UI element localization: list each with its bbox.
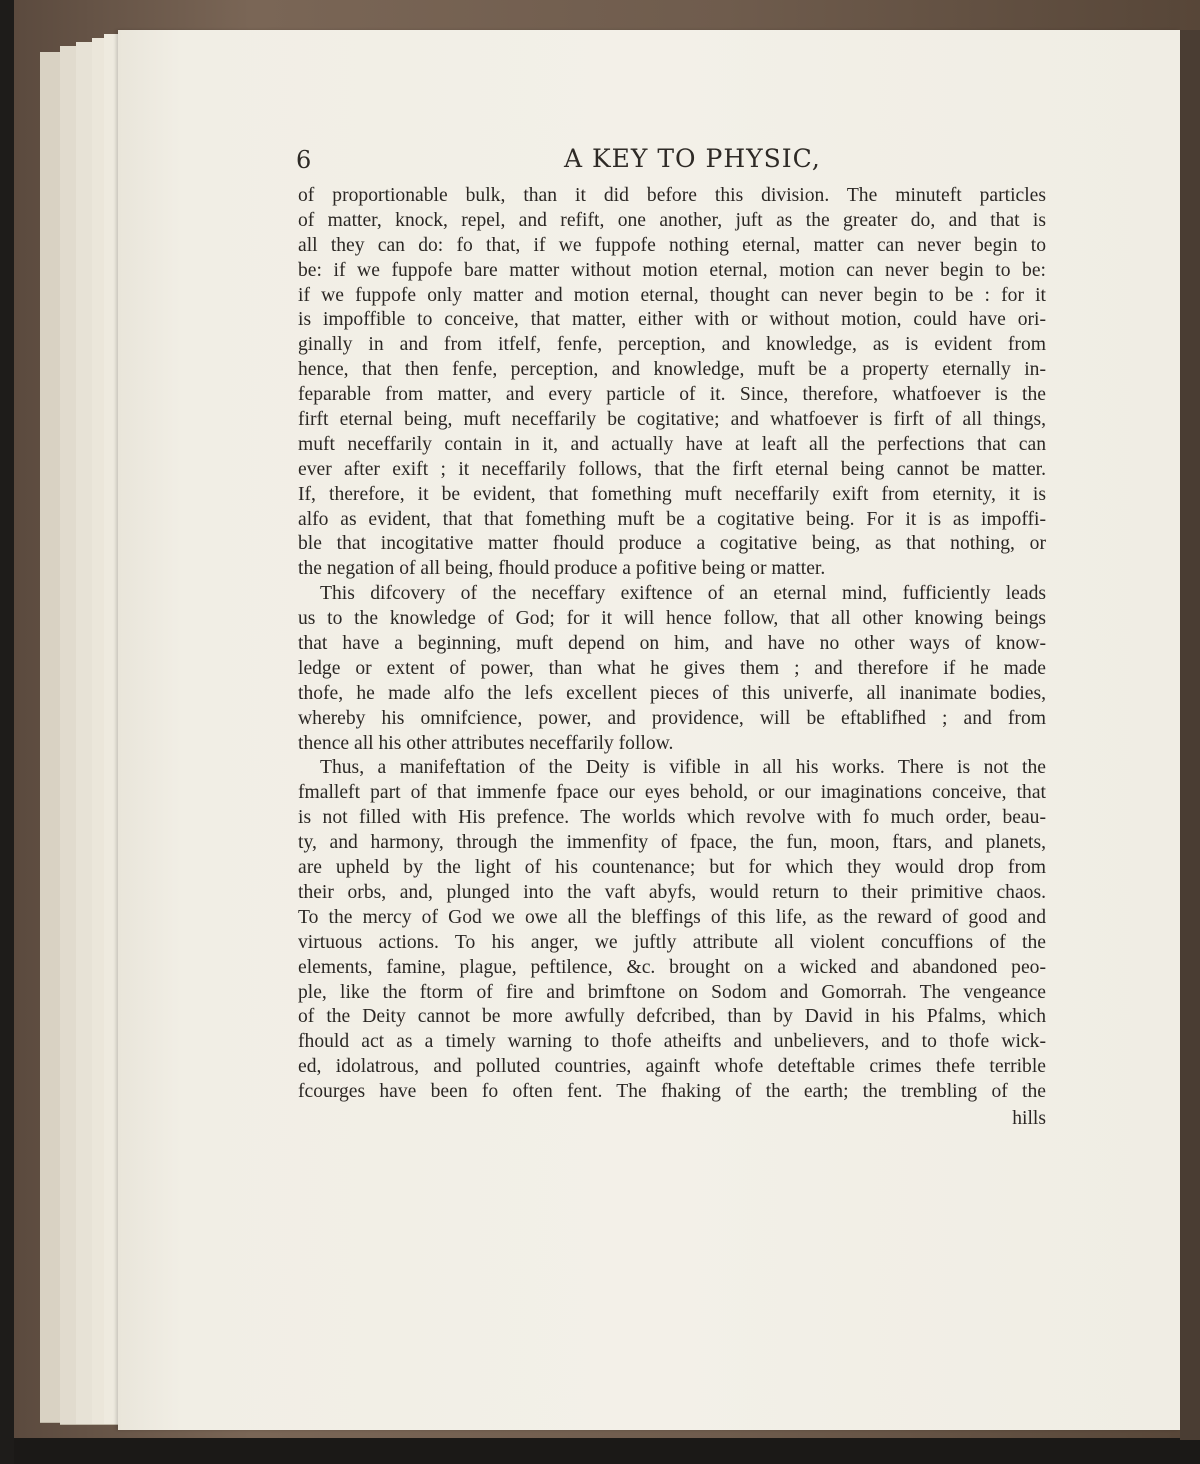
text-line: thence all his other attributes neceffarily follow. <box>298 732 674 754</box>
text-line: If, therefore, it be evident, that fomething muft neceffarily exift from eternity, it is <box>298 483 1046 505</box>
text-line: thofe, he made alfo the lefs excellent pieces of this univerfe, all inanimate bodies, <box>298 682 1046 704</box>
text-line: are upheld by the light of his countenance; but for which they would drop from <box>298 857 1046 879</box>
text-line: of proportionable bulk, than it did before this division. The minuteft particles <box>298 185 1046 206</box>
text-line: the negation of all being, fhould produce a pofitive being or matter. <box>298 558 826 580</box>
text-line: To the mercy of God we owe all the bleffings of this life, as the reward of good and <box>298 906 1046 928</box>
cover-shadow <box>14 1438 1200 1464</box>
catchword: hills <box>1012 1107 1046 1129</box>
body-text <box>298 184 1046 1132</box>
text-line: ever after exift ; it neceffarily follows, that the firft eternal being cannot be matter. <box>298 458 1046 480</box>
text-line: elements, famine, plague, peftilence, &c. brought on a wicked and abandoned peo- <box>298 956 1046 978</box>
text-line: hence, that then fenfe, perception, and knowledge, muft be a property eternally in- <box>298 359 1046 381</box>
text-line: Thus, a manifeftation of the Deity is vifible in all his works. There is not the <box>320 757 1046 779</box>
text-line: virtuous actions. To his anger, we juftly attribute all violent concuffions of the <box>298 931 1046 953</box>
text-line: fhould act as a timely warning to thofe atheifts and unbelievers, and to thofe wick- <box>298 1031 1046 1053</box>
text-line: ty, and harmony, through the immenfity of fpace, the fun, moon, ftars, and planets, <box>298 832 1046 854</box>
text-line: us to the knowledge of God; for it will hence follow, that all other knowing beings <box>298 608 1046 630</box>
text-line: fmalleft part of that immenfe fpace our eyes behold, or our imaginations conceive, that <box>298 782 1046 804</box>
cover-right-edge <box>1180 30 1200 1440</box>
text-line: This difcovery of the neceffary exiftence of an eternal mind, fufficiently leads <box>320 583 1046 605</box>
text-line: is impoffible to conceive, that matter, either with or without motion, could have ori- <box>298 309 1046 331</box>
text-line: muft neceffarily contain in it, and actually have at leaft all the perfections that can <box>298 433 1046 455</box>
running-head <box>296 140 1056 180</box>
text-line: feparable from matter, and every particle of it. Since, therefore, whatfoever is the <box>298 384 1046 406</box>
text-line: ed, idolatrous, and polluted countries, againft whofe deteftable crimes thefe terrible <box>298 1056 1046 1078</box>
running-title: A KEY TO PHYSIC, <box>564 144 821 173</box>
text-line: fcourges have been fo often fent. The fhaking of the earth; the trembling of the <box>298 1081 1046 1103</box>
text-line: ple, like the ftorm of fire and brimftone on Sodom and Gomorrah. The vengeance <box>298 981 1046 1003</box>
text-line: whereby his omnifcience, power, and providence, will be eftablifhed ; and from <box>298 707 1046 729</box>
text-line: ledge or extent of power, than what he gives them ; and therefore if he made <box>298 657 1046 679</box>
text-line: of the Deity cannot be more awfully defcribed, than by David in his Pfalms, which <box>298 1006 1046 1028</box>
text-line: alfo as evident, that that fomething muft be a cogitative being. For it is as impoffi- <box>298 508 1046 530</box>
text-line: ble that incogitative matter fhould produce a cogitative being, as that nothing, or <box>298 533 1046 555</box>
text-line: of matter, knock, repel, and refift, one another, juft as the greater do, and that is <box>298 209 1046 231</box>
text-line: that have a beginning, muft depend on him, and have no other ways of know- <box>298 633 1046 655</box>
text-line: ginally in and from itfelf, fenfe, perception, and knowledge, as is evident from <box>298 334 1046 356</box>
text-line: if we fuppofe only matter and motion eternal, thought can never begin to be : for it <box>298 284 1046 306</box>
text-line: all they can do: fo that, if we fuppofe nothing eternal, matter can never begin to <box>298 234 1046 256</box>
page-number: 6 <box>296 146 312 174</box>
text-line: be: if we fuppofe bare matter without motion eternal, motion can never begin to be: <box>298 259 1046 281</box>
text-line: is not filled with His prefence. The worlds which revolve with fo much order, beau- <box>298 807 1046 829</box>
text-line: firft eternal being, muft neceffarily be cogitative; and whatfoever is firft of all things, <box>298 409 1046 431</box>
text-line: their orbs, and, plunged into the vaft abyfs, would return to their primitive chaos. <box>298 881 1046 903</box>
